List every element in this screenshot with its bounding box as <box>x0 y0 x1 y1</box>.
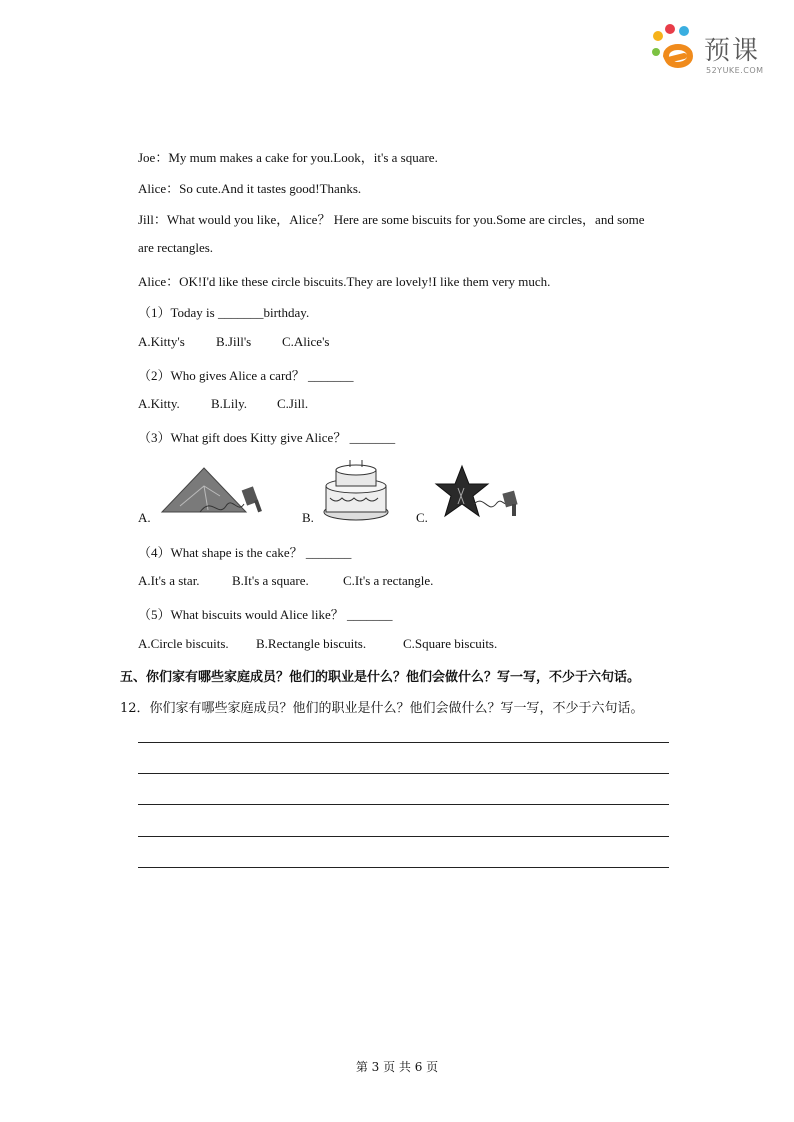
question-2-options <box>138 396 308 412</box>
star-gift-picture <box>434 464 524 524</box>
option-a[interactable]: A.It's a star. <box>138 573 200 588</box>
option-c[interactable]: C.Square biscuits. <box>403 636 498 651</box>
section-5-heading: 五、你们家有哪些家庭成员？他们的职业是什么？他们会做什么？写一写，不少于六句话。 <box>120 670 641 685</box>
option-a[interactable]: A.Circle biscuits. <box>138 636 229 651</box>
logo-brand-text: 预课 <box>704 36 761 66</box>
question-4-stem: （4）What shape is the cake？ _______ <box>138 545 352 560</box>
question-5-stem: （5）What biscuits would Alice like？ _______ <box>138 607 393 622</box>
answer-line[interactable] <box>138 804 669 805</box>
answer-line[interactable] <box>138 773 669 774</box>
option-b[interactable]: B.Lily. <box>211 396 247 411</box>
answer-line[interactable] <box>138 742 669 743</box>
logo-mark-icon <box>646 22 706 82</box>
dialogue-line: are rectangles. <box>138 240 214 255</box>
question-3-stem: （3）What gift does Kitty give Alice？ _______ <box>138 430 396 445</box>
option-b[interactable]: B.Rectangle biscuits. <box>256 636 367 651</box>
cake-gift-picture <box>320 458 392 522</box>
option-c[interactable]: C.Jill. <box>277 396 309 411</box>
triangle-gift-picture <box>160 466 270 518</box>
question-3-option-b[interactable]: B. <box>302 510 314 525</box>
question-2-stem: （2）Who gives Alice a card？ _______ <box>138 368 354 383</box>
dialogue-line: Alice：OK!I'd like these circle biscuits.They are lovely!I like them very much. <box>138 274 551 289</box>
dialogue-line: Joe：My mum makes a cake for you.Look，it's a square. <box>138 150 438 165</box>
page-footer: 第 3 页 共 6 页 <box>355 1060 439 1074</box>
question-12-prompt: 12．你们家有哪些家庭成员？他们的职业是什么？他们会做什么？写一写，不少于六句话。 <box>120 701 644 716</box>
question-3-option-c[interactable]: C. <box>416 510 428 525</box>
question-1-options <box>138 334 329 350</box>
question-1-stem: （1）Today is _______birthday. <box>138 305 310 320</box>
option-b[interactable]: B.Jill's <box>216 334 252 349</box>
dialogue-line: Jill：What would you like，Alice？ Here are some biscuits for you.Some are circles，and some <box>138 212 645 227</box>
answer-line[interactable] <box>138 867 669 868</box>
option-a[interactable]: A.Kitty. <box>138 396 180 411</box>
question-4-options <box>138 573 433 589</box>
question-5-options <box>138 636 497 652</box>
option-a[interactable]: A.Kitty's <box>138 334 185 349</box>
brand-logo <box>646 22 776 82</box>
logo-site-text: 52YUKE.COM <box>706 66 764 75</box>
answer-line[interactable] <box>138 836 669 837</box>
dialogue-line: Alice：So cute.And it tastes good!Thanks. <box>138 181 362 196</box>
option-c[interactable]: C.Alice's <box>282 334 330 349</box>
question-3-option-a[interactable]: A. <box>138 510 151 525</box>
option-b[interactable]: B.It's a square. <box>232 573 309 588</box>
option-c[interactable]: C.It's a rectangle. <box>343 573 434 588</box>
